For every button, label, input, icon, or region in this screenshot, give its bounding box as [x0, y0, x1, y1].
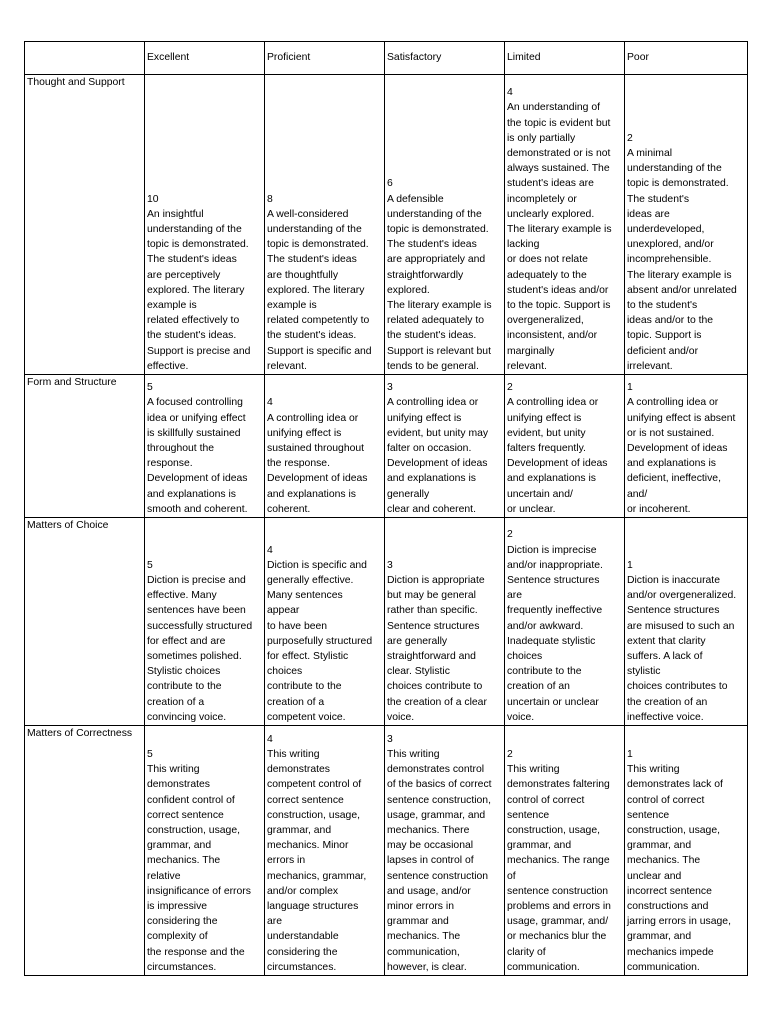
level-header-satisfactory: Satisfactory: [385, 42, 505, 75]
score-value: 4: [267, 733, 273, 745]
score-value: 3: [387, 733, 393, 745]
level-header-excellent: Excellent: [145, 42, 265, 75]
rubric-cell: [385, 75, 505, 375]
rubric-cell: [505, 518, 625, 726]
rubric-cell: [505, 375, 625, 518]
rubric-cell: [505, 75, 625, 375]
score-value: 3: [387, 559, 393, 571]
descriptor-text: A defensible understanding of the topic is demonstrated. The student's ideas are appropriately and straightforwardly explored. The literary example is related adequately to the student's ideas. Support is relevant but tends to be general.: [387, 193, 492, 372]
score-value: 5: [147, 382, 153, 394]
score-value: 2: [507, 748, 513, 760]
descriptor-text: Diction is inaccurate and/or overgeneralized. Sentence structures are misused to such an extent that clarity suffers. A lack of stylistic choices contributes to the creation of an ineffective voice.: [627, 574, 737, 723]
score-value: 10: [147, 193, 159, 205]
rubric-cell: [265, 726, 385, 976]
descriptor-text: A controlling idea or unifying effect is evident, but unity falters frequently. Development of ideas and explanations is uncertain and/ or unclear.: [507, 397, 608, 515]
descriptor-text: Diction is specific and generally effective. Many sentences appear to have been purposefully structured for effect. Stylistic choices contribute to the creation of a competent voice.: [267, 559, 373, 723]
criterion-row-matters-of-choice: [25, 518, 748, 726]
score-value: 2: [507, 382, 513, 394]
descriptor-text: An understanding of the topic is evident but is only partially demonstrated or is not always sustained. The student's ideas are incompletely or unclearly explored. The literary example is lacking or does not relate adequately to the student's ideas and/or to the topic. Support is overgeneralized, inconsistent, and/or marginally relevant.: [507, 102, 612, 372]
descriptor-text: A controlling idea or unifying effect is evident, but unity may falter on occasion. Development of ideas and explanations is generally clear and coherent.: [387, 397, 489, 515]
criterion-label: Form and Structure: [25, 375, 145, 518]
descriptor-text: This writing demonstrates faltering control of correct sentence construction, usage, grammar, and mechanics. The range of sentence construction problems and errors in usage, grammar, and/ or mechanics blur the clarity of communication.: [507, 764, 611, 973]
descriptor-text: Diction is precise and effective. Many sentences have been successfully structured for effect and are sometimes polished. Stylistic choices contribute to the creation of a convincing voice.: [147, 574, 253, 723]
rubric-cell: [505, 726, 625, 976]
level-header-poor: Poor: [625, 42, 748, 75]
descriptor-text: Diction is appropriate but may be general rather than specific. Sentence structures are generally straightforward and clear. Stylistic choices contribute to the creation of a clear voice.: [387, 574, 487, 723]
level-header-limited: Limited: [505, 42, 625, 75]
criterion-label: Thought and Support: [25, 75, 145, 375]
rubric-cell: [625, 726, 748, 976]
descriptor-text: A controlling idea or unifying effect is sustained throughout the response. Development of ideas and explanations is coherent.: [267, 412, 368, 515]
rubric-table: [24, 41, 748, 976]
score-value: 5: [147, 559, 153, 571]
level-header-proficient: Proficient: [265, 42, 385, 75]
score-value: 6: [387, 178, 393, 190]
descriptor-text: This writing demonstrates control of the basics of correct sentence construction, usage, grammar, and mechanics. There may be occasional lapses in control of sentence construction and usage, and/or minor errors in grammar and mechanics. The communication, however, is clear.: [387, 748, 492, 973]
score-value: 4: [507, 87, 513, 99]
score-value: 8: [267, 193, 273, 205]
rubric-cell: [145, 75, 265, 375]
header-row: [25, 42, 748, 75]
score-value: 1: [627, 748, 633, 760]
score-value: 2: [507, 529, 513, 541]
descriptor-text: A controlling idea or unifying effect is absent or is not sustained. Development of ideas and explanations is deficient, ineffective, and/ or incoherent.: [627, 397, 736, 515]
descriptor-text: This writing demonstrates competent control of correct sentence construction, usage, grammar, and mechanics. Minor errors in mechanics, grammar, and/or complex language structures are understandable considering the circumstances.: [267, 748, 367, 973]
rubric-cell: [265, 375, 385, 518]
descriptor-text: A minimal understanding of the topic is demonstrated. The student's ideas are underdeveloped, unexplored, and/or incomprehensible. The literary example is absent and/or unrelated to the student's ideas and/or to the topic. Support is deficient and/or irrelevant.: [627, 147, 737, 372]
criterion-label: Matters of Correctness: [25, 726, 145, 976]
rubric-cell: [385, 726, 505, 976]
rubric-cell: [145, 518, 265, 726]
descriptor-text: A well-considered understanding of the topic is demonstrated. The student's ideas are thoughtfully explored. The literary example is related competently to the student's ideas. Support is specific and relevant.: [267, 208, 372, 372]
rubric-cell: [625, 375, 748, 518]
score-value: 2: [627, 132, 633, 144]
descriptor-text: Diction is imprecise and/or inappropriate. Sentence structures are frequently ineffective and/or awkward. Inadequate stylistic choices contribute to the creation of an uncertain or unclear voice.: [507, 544, 603, 723]
score-value: 3: [387, 382, 393, 394]
rubric-cell: [385, 518, 505, 726]
descriptor-text: This writing demonstrates confident control of correct sentence construction, usage, grammar, and mechanics. The relative insignificance of errors is impressive considering the complexity of the response and the circumstances.: [147, 764, 251, 973]
criterion-row-form-and-structure: [25, 375, 748, 518]
rubric-cell: [625, 518, 748, 726]
descriptor-text: An insightful understanding of the topic is demonstrated. The student's ideas are perceptively explored. The literary example is related effectively to the student's ideas. Support is precise and effective.: [147, 208, 251, 372]
score-value: 1: [627, 382, 633, 394]
rubric-cell: [625, 75, 748, 375]
descriptor-text: A focused controlling idea or unifying effect is skillfully sustained throughout the response. Development of ideas and explanations is smooth and coherent.: [147, 397, 248, 515]
criterion-row-matters-of-correctness: [25, 726, 748, 976]
rubric-cell: [265, 75, 385, 375]
rubric-cell: [145, 726, 265, 976]
descriptor-text: This writing demonstrates lack of control of correct sentence construction, usage, grammar, and mechanics. The unclear and incorrect sentence constructions and jarring errors in usage, grammar, and mechanics impede communication.: [627, 764, 731, 973]
score-value: 4: [267, 544, 273, 556]
rubric-cell: [385, 375, 505, 518]
rubric-cell: [145, 375, 265, 518]
score-value: 5: [147, 748, 153, 760]
criterion-row-thought-and-support: [25, 75, 748, 375]
corner-cell: [25, 42, 145, 75]
score-value: 1: [627, 559, 633, 571]
score-value: 4: [267, 397, 273, 409]
criterion-label: Matters of Choice: [25, 518, 145, 726]
rubric-cell: [265, 518, 385, 726]
